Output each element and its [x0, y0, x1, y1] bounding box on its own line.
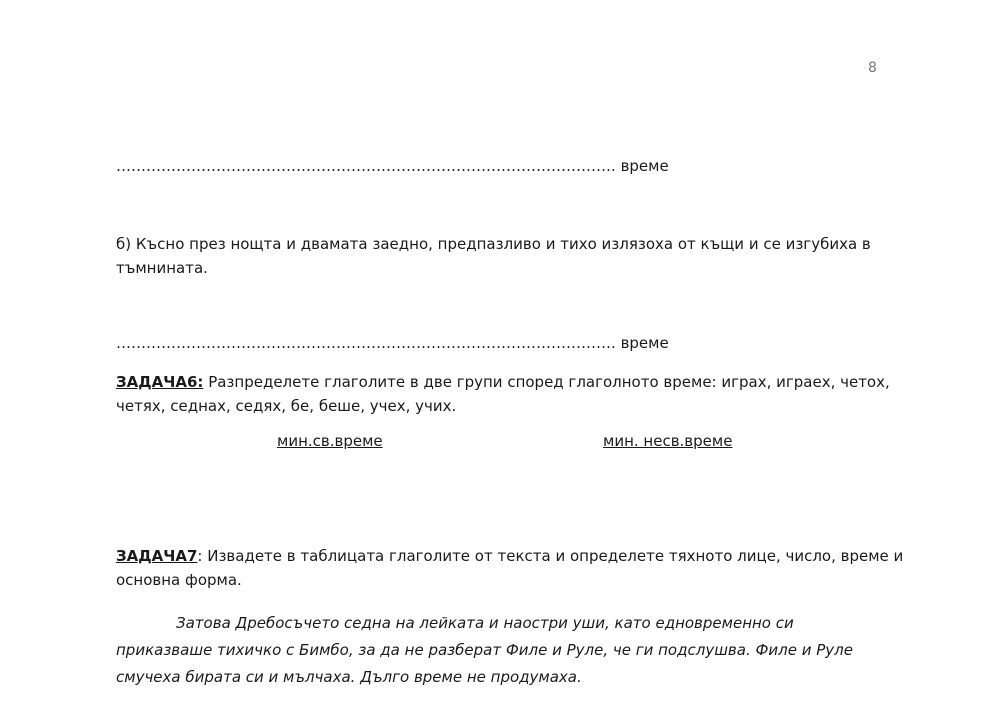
- task6-text: Разпределете глаголите в две групи според глаголното време: играх, играех, четох,: [208, 373, 890, 391]
- column-header-imperfective: мин. несв.време: [603, 432, 733, 450]
- answer-line-b: [116, 332, 896, 355]
- page-number: 8: [868, 60, 877, 76]
- answer-dots: ……………………………………………………………………………………….: [116, 334, 616, 352]
- answer-dots: ……………………………………………………………………………………….: [116, 157, 616, 175]
- task6-text-cont: четях, седнах, седях, бе, беше, учех, учих.: [116, 397, 457, 415]
- item-b-text: Късно през нощта и двамата заедно, предпазливо и тихо излязоха от къщи и се изгубиха в: [135, 235, 871, 253]
- passage-line1: Затова Дребосъчето седна на лейката и наостри уши, като едновременно си: [176, 614, 794, 632]
- item-b-text-cont: тъмнината.: [116, 259, 208, 277]
- column-header-perfective: мин.св.време: [277, 432, 383, 450]
- task7-text: : Извадете в таблицата глаголите от текста и определете тяхното лице, число, време и: [197, 547, 904, 565]
- task7-label: ЗАДАЧА7: [116, 547, 198, 565]
- task6-line2: [116, 395, 896, 418]
- item-b-line1: [116, 233, 896, 256]
- task7-text-cont: основна форма.: [116, 571, 242, 589]
- answer-label: време: [620, 334, 669, 352]
- item-b-line2: [116, 257, 896, 280]
- task7-line1: [116, 545, 904, 568]
- passage-line3: смучеха бирата си и мълчаха. Дълго време не продумаха.: [116, 668, 582, 686]
- passage: [116, 610, 896, 691]
- answer-label: време: [620, 157, 669, 175]
- passage-line2: приказваше тихичко с Бимбо, за да не разберат Филе и Руле, че ги подслушва. Филе и Руле: [116, 641, 853, 659]
- task7-line2: [116, 569, 896, 592]
- answer-line-a: [116, 155, 896, 178]
- item-b-marker: б): [116, 235, 132, 253]
- task6-label: ЗАДАЧА6:: [116, 373, 204, 391]
- task6-line1: [116, 371, 896, 394]
